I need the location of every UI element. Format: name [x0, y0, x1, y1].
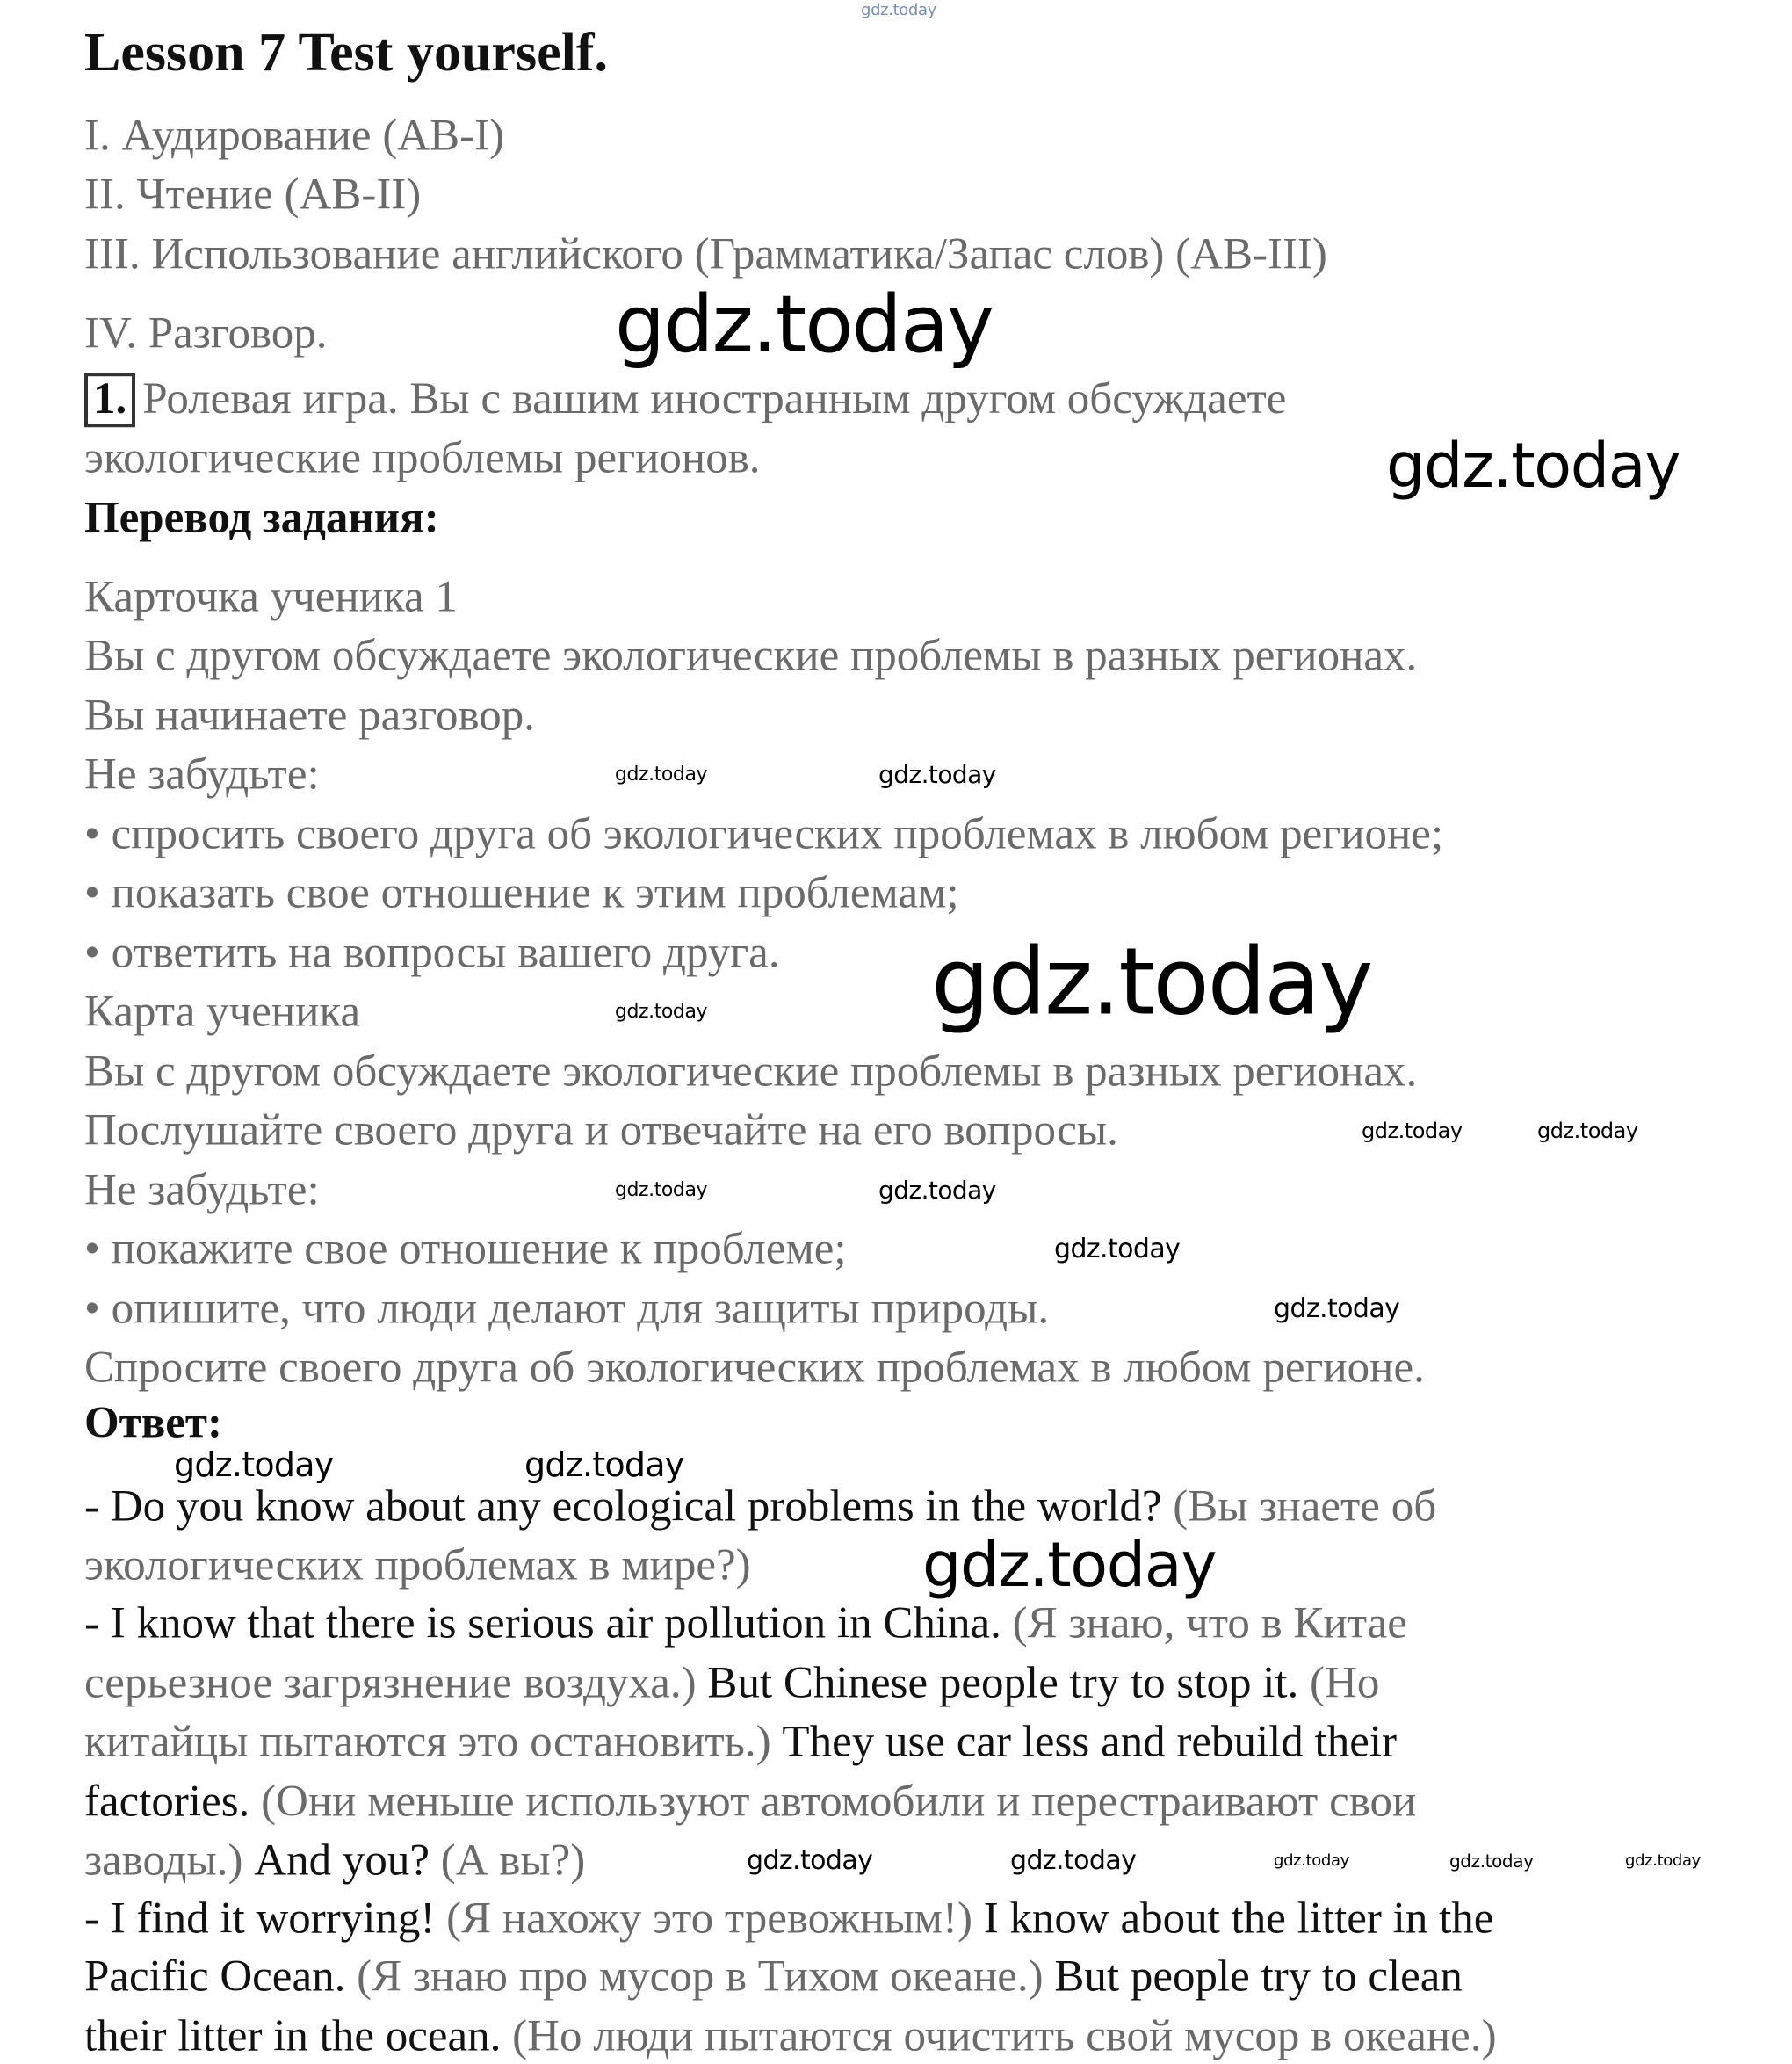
russian-text: • спросить своего друга об экологических проблемах в любом регионе;: [84, 809, 1444, 859]
russian-text: (Но люди пытаются очистить свой мусор в океане.): [512, 2011, 1497, 2061]
watermark: gdz.today: [615, 279, 993, 371]
russian-text: • ответить на вопросы вашего друга.: [84, 928, 780, 978]
text-line: [84, 2011, 1497, 2061]
text-line: [84, 1284, 1050, 1334]
text-line: [84, 631, 1418, 681]
text-line: [84, 1105, 1118, 1155]
text-line: [84, 809, 1444, 859]
watermark: gdz.today: [524, 1445, 684, 1484]
english-text: factories.: [84, 1777, 262, 1827]
text-line: [84, 229, 1327, 279]
text-line: [84, 1598, 1407, 1648]
watermark: gdz.today: [1362, 1119, 1463, 1143]
watermark: gdz.today: [615, 1001, 708, 1023]
watermark: gdz.today: [861, 1, 936, 19]
russian-text: экологические проблемы регионов.: [84, 433, 761, 483]
task-number-box: 1.: [84, 373, 135, 427]
text-line: [84, 1540, 751, 1590]
text-line: [84, 308, 328, 358]
russian-text: Карта ученика: [84, 987, 361, 1037]
lesson-title: Lesson 7 Test yourself.: [84, 23, 608, 83]
text-line: [84, 1836, 586, 1886]
russian-text: (Я знаю, что в Китае: [1012, 1598, 1407, 1648]
russian-text: (Вы знаете об: [1173, 1481, 1437, 1532]
russian-text: серьезное загрязнение воздуха.): [84, 1658, 708, 1708]
watermark: gdz.today: [878, 760, 996, 789]
watermark: gdz.today: [174, 1445, 334, 1484]
watermark: gdz.today: [1386, 430, 1680, 502]
russian-text: Не забудьте:: [84, 750, 320, 800]
text-line: [84, 572, 458, 622]
watermark: gdz.today: [1274, 1851, 1349, 1870]
english-text: But people try to clean: [1054, 1952, 1463, 2002]
text-line: [84, 433, 761, 483]
english-text: - Do you know about any ecological problems in the world?: [84, 1481, 1174, 1532]
russian-text: Вы с другом обсуждаете экологические проблемы в разных регионах.: [84, 631, 1418, 681]
russian-text: Спросите своего друга об экологических проблемах в любом регионе.: [84, 1343, 1425, 1393]
text-line: [84, 1398, 222, 1448]
english-text: But Chinese people try to stop it.: [707, 1658, 1311, 1708]
text-line: [84, 1343, 1425, 1393]
russian-text: II. Чтение (AB-II): [84, 170, 422, 220]
english-text: They use car less and rebuild their: [782, 1717, 1398, 1767]
russian-text: Карточка ученика 1: [84, 572, 458, 622]
section-heading: Перевод задания:: [84, 493, 439, 543]
russian-text: Вы начинаете разговор.: [84, 691, 536, 741]
text-line: [84, 1224, 847, 1274]
text-line: [84, 1777, 1417, 1827]
text-line: [84, 1481, 1437, 1532]
text-line: [84, 1717, 1398, 1767]
russian-text: (Они меньше используют автомобили и перестраивают свои: [261, 1777, 1417, 1827]
english-text: - I know that there is serious air pollution in China.: [84, 1598, 1013, 1648]
english-text: Pacific Ocean.: [84, 1952, 358, 2002]
russian-text: экологических проблемах в мире?): [84, 1540, 751, 1590]
watermark: gdz.today: [747, 1845, 873, 1876]
text-line: [84, 373, 1286, 427]
text-line: [84, 170, 422, 220]
text-line: [84, 691, 536, 741]
text-line: [84, 1894, 1494, 1944]
text-line: [84, 1165, 320, 1215]
watermark: gdz.today: [931, 928, 1372, 1036]
watermark: gdz.today: [1537, 1119, 1638, 1143]
russian-text: III. Использование английского (Грамматика/Запас слов) (AB-III): [84, 229, 1327, 279]
watermark: gdz.today: [1449, 1850, 1534, 1872]
text-line: [84, 111, 505, 161]
english-text: - I find it worrying!: [84, 1894, 447, 1944]
watermark: gdz.today: [1010, 1845, 1137, 1876]
text-line: [84, 1046, 1418, 1097]
russian-text: Не забудьте:: [84, 1165, 320, 1215]
russian-text: Ролевая игра. Вы с вашим иностранным другом обсуждаете: [142, 374, 1287, 424]
english-text: I know about the litter in the: [983, 1894, 1494, 1944]
watermark: gdz.today: [1625, 1851, 1701, 1870]
watermark: gdz.today: [878, 1176, 996, 1205]
watermark: gdz.today: [1054, 1234, 1181, 1264]
russian-text: • покажите свое отношение к проблеме;: [84, 1224, 847, 1274]
russian-text: • показать свое отношение к этим проблемам;: [84, 868, 959, 918]
russian-text: (А вы?): [440, 1836, 586, 1886]
text-line: [84, 1658, 1380, 1708]
russian-text: китайцы пытаются это остановить.): [84, 1717, 783, 1767]
russian-text: заводы.): [84, 1836, 255, 1886]
watermark: gdz.today: [922, 1529, 1217, 1601]
text-line: [84, 928, 780, 978]
text-line: [84, 1952, 1463, 2002]
russian-text: (Я знаю про мусор в Тихом океане.): [357, 1952, 1055, 2002]
russian-text: Послушайте своего друга и отвечайте на его вопросы.: [84, 1105, 1118, 1155]
russian-text: (Но: [1310, 1658, 1380, 1708]
english-text: their litter in the ocean.: [84, 2011, 513, 2061]
text-line: [84, 750, 320, 800]
russian-text: • опишите, что люди делают для защиты природы.: [84, 1284, 1050, 1334]
russian-text: I. Аудирование (AB-I): [84, 111, 505, 161]
english-text: And you?: [254, 1836, 441, 1886]
russian-text: (Я нахожу это тревожным!): [446, 1894, 984, 1944]
section-heading: Ответ:: [84, 1398, 222, 1448]
watermark: gdz.today: [615, 1179, 708, 1201]
russian-text: IV. Разговор.: [84, 308, 328, 358]
text-line: [84, 987, 361, 1037]
watermark: gdz.today: [615, 764, 708, 786]
text-line: [84, 493, 439, 543]
russian-text: Вы с другом обсуждаете экологические проблемы в разных регионах.: [84, 1046, 1418, 1097]
text-line: [84, 868, 959, 918]
watermark: gdz.today: [1274, 1293, 1400, 1324]
